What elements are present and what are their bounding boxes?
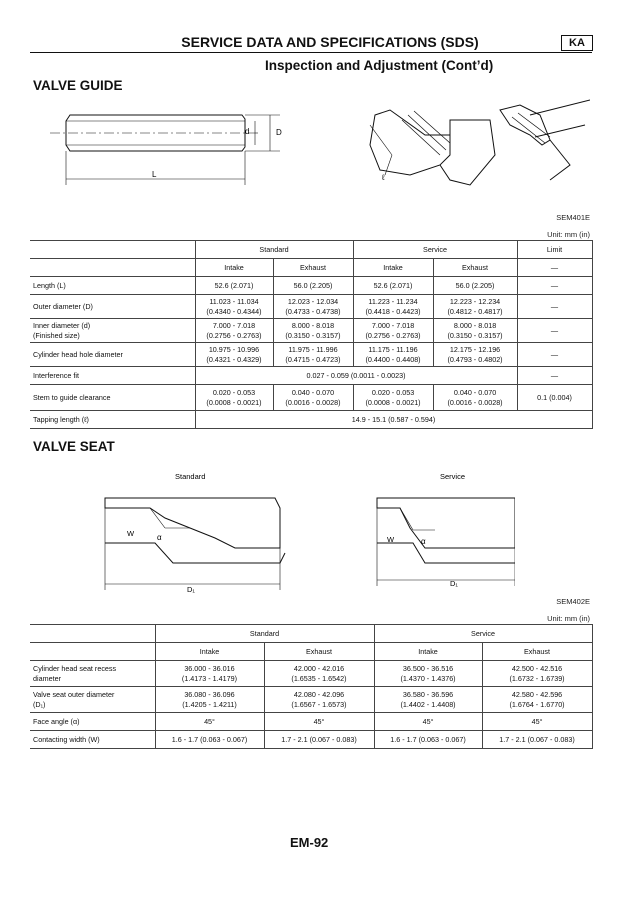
row-label: Tapping length (ℓ): [30, 411, 195, 429]
vs-header-service: Service: [374, 625, 592, 643]
label-alpha-service: α: [421, 537, 426, 546]
row-label: Stem to guide clearance: [30, 385, 195, 411]
table-row: Tapping length (ℓ) 14.9 - 15.1 (0.587 - 0.594): [30, 411, 592, 429]
valve-guide-heading: VALVE GUIDE: [33, 78, 123, 93]
valve-seat-table: [30, 624, 593, 749]
table-row: Length (L) 52.6 (2.071) 56.0 (2.205) 52.6 (2.071) 56.0 (2.205) —: [30, 277, 592, 295]
label-W-service: W: [387, 535, 395, 544]
vs-sub-exhaust-svc: Exhaust: [482, 643, 592, 661]
row-label: Contacting width (W): [30, 731, 155, 749]
label-D1-service: D₁: [450, 579, 458, 588]
label-d: d: [245, 127, 250, 136]
seat-standard-outline: [105, 498, 280, 548]
label-L: L: [152, 170, 157, 179]
label-D: D: [276, 128, 282, 137]
row-label: Cylinder head hole diameter: [30, 343, 195, 367]
table-row: Face angle (α) 45° 45° 45° 45°: [30, 713, 592, 731]
valve-guide-table: [30, 240, 593, 429]
row-label: Length (L): [30, 277, 195, 295]
valve-guide-figure: [30, 95, 590, 215]
page-title: SERVICE DATA AND SPECIFICATIONS (SDS): [181, 34, 479, 50]
vg-sub-intake-svc: Intake: [353, 259, 433, 277]
label-D1-standard: D₁: [187, 585, 195, 594]
label-service: Service: [440, 472, 466, 481]
label-l: ℓ: [382, 173, 385, 182]
label-W-standard: W: [127, 529, 135, 538]
vg-sub-exhaust-svc: Exhaust: [433, 259, 517, 277]
row-label: Interference fit: [30, 367, 195, 385]
row-label: Valve seat outer diameter (D₁): [30, 687, 155, 713]
valve-seat-unit: Unit: mm (in): [547, 614, 590, 623]
vs-sub-exhaust-std: Exhaust: [264, 643, 374, 661]
section-badge: KA: [561, 35, 593, 51]
table-row: Cylinder head hole diameter 10.975 - 10.996 (0.4321 - 0.4329) 11.975 - 11.996 (0.4715 - 0.4723) 11.175 - 11.196 (0.4400 - 0.4408) 12.175 - 12.196 (0.4793 - 0.4802) —: [30, 343, 592, 367]
row-label: Face angle (α): [30, 713, 155, 731]
row-label: Outer diameter (D): [30, 295, 195, 319]
header-rule: [30, 52, 592, 53]
table-row: Interference fit 0.027 - 0.059 (0.0011 - 0.0023) —: [30, 367, 592, 385]
vs-sub-intake-svc: Intake: [374, 643, 482, 661]
vg-header-limit: Limit: [517, 241, 592, 259]
row-label: Cylinder head seat recess diameter: [30, 661, 155, 687]
vg-header-service: Service: [353, 241, 517, 259]
valve-seat-figure: [95, 468, 515, 596]
valve-seat-figure-code: SEM402E: [556, 597, 590, 606]
table-row: Contacting width (W) 1.6 - 1.7 (0.063 - 0.067) 1.7 - 2.1 (0.067 - 0.083) 1.6 - 1.7 (0.063 - 0.067) 1.7 - 2.1 (0.067 - 0.083): [30, 731, 592, 749]
vg-header-standard: Standard: [195, 241, 353, 259]
vg-sub-limit-dash: —: [517, 259, 592, 277]
row-label: Inner diameter (d) (Finished size): [30, 319, 195, 343]
table-row: Valve seat outer diameter (D₁) 36.080 - 36.096 (1.4205 - 1.4211) 42.080 - 42.096 (1.6567 - 1.6573) 36.580 - 36.596 (1.4402 - 1.4408) 42.580 - 42.596 (1.6764 - 1.6770): [30, 687, 592, 713]
vg-sub-intake-std: Intake: [195, 259, 273, 277]
label-alpha-standard: α: [157, 533, 162, 542]
table-row: Outer diameter (D) 11.023 - 11.034 (0.4340 - 0.4344) 12.023 - 12.034 (0.4733 - 0.4738) 11.223 - 11.234 (0.4418 - 0.4423) 12.223 - 12.234 (0.4812 - 0.4817) —: [30, 295, 592, 319]
label-standard: Standard: [175, 472, 206, 481]
seat-service-outline: [377, 498, 515, 548]
page-number: EM-92: [290, 835, 329, 850]
vs-sub-intake-std: Intake: [155, 643, 264, 661]
table-row: Stem to guide clearance 0.020 - 0.053 (0.0008 - 0.0021) 0.040 - 0.070 (0.0016 - 0.0028) 0.020 - 0.053 (0.0008 - 0.0021) 0.040 - 0.070 (0.0016 - 0.0028) 0.1 (0.004): [30, 385, 592, 411]
page-subtitle: Inspection and Adjustment (Cont’d): [265, 58, 494, 73]
table-row: Cylinder head seat recess diameter 36.000 - 36.016 (1.4173 - 1.4179) 42.000 - 42.016 (1.6535 - 1.6542) 36.500 - 36.516 (1.4370 - 1.4376) 42.500 - 42.516 (1.6732 - 1.6739): [30, 661, 592, 687]
vs-header-standard: Standard: [155, 625, 374, 643]
head-section-right: [500, 105, 550, 145]
vg-sub-exhaust-std: Exhaust: [273, 259, 353, 277]
valve-seat-heading: VALVE SEAT: [33, 439, 115, 454]
valve-guide-unit: Unit: mm (in): [547, 230, 590, 239]
table-row: Inner diameter (d) (Finished size) 7.000 - 7.018 (0.2756 - 0.2763) 8.000 - 8.018 (0.3150 - 0.3157) 7.000 - 7.018 (0.2756 - 0.2763) 8.000 - 8.018 (0.3150 - 0.3157) —: [30, 319, 592, 343]
valve-guide-figure-code: SEM401E: [556, 213, 590, 222]
